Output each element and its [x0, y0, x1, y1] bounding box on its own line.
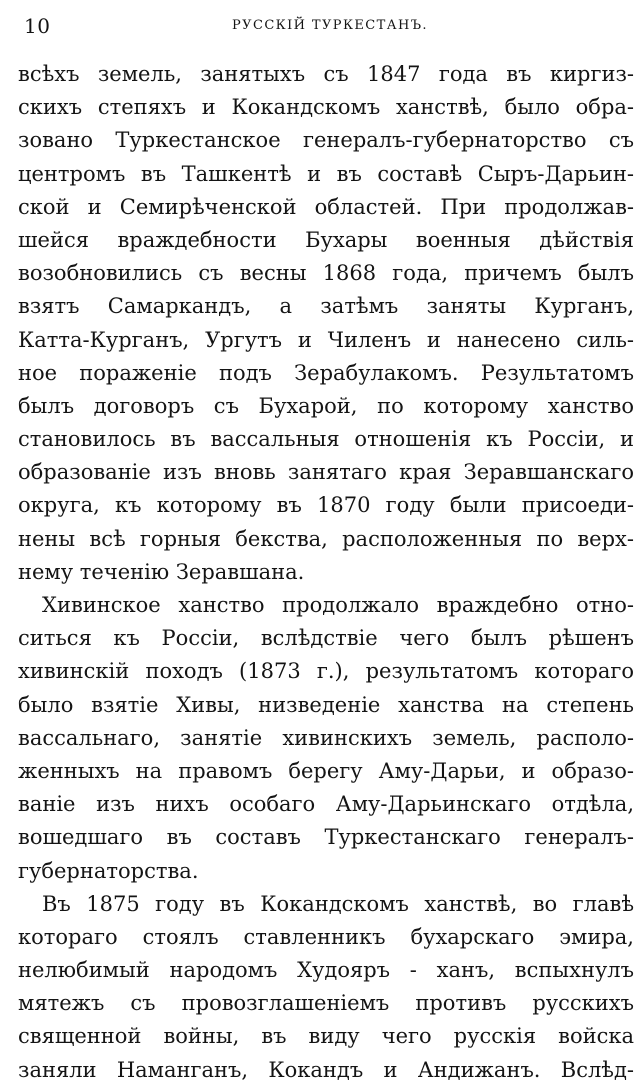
- text-line: губернаторства.: [18, 858, 199, 883]
- text-line: взятъ Самаркандъ, а затѣмъ заняты Курганъ,: [18, 294, 634, 319]
- text-line: былъ договоръ съ Бухарой, по которому ханство: [18, 393, 634, 418]
- text-line: ное пораженіе подъ Зерабулакомъ. Результатомъ: [18, 360, 634, 385]
- text-line: священной войны, въ виду чего русскія войска: [18, 1024, 634, 1049]
- text-line: вошедшаго въ составъ Туркестанскаго генералъ-: [18, 825, 634, 850]
- text-line: хивинскій походъ (1873 г.), результатомъ котораго: [18, 659, 634, 684]
- text-line: нелюбимый народомъ Худояръ - ханъ, вспыхнулъ: [18, 958, 634, 983]
- text-line: котораго стоялъ ставленникъ бухарскаго эмира,: [18, 924, 634, 949]
- text-line: Хивинское ханство продолжало враждебно отно-: [42, 593, 634, 617]
- text-line: ваніе изъ нихъ особаго Аму-Дарьинскаго отдѣла,: [18, 792, 634, 817]
- text-line: заняли Наманганъ, Кокандъ и Андижанъ. Вслѣд-: [18, 1057, 634, 1082]
- text-line: возобновились съ весны 1868 года, причемъ былъ: [18, 261, 634, 286]
- text-line: всѣхъ земель, занятыхъ съ 1847 года въ киргиз-: [18, 62, 634, 86]
- running-head: [0, 0, 644, 46]
- text-line: было взятіе Хивы, низведеніе ханства на степень: [18, 692, 634, 717]
- page-number: 10: [24, 14, 51, 38]
- text-line: ской и Семирѣченской областей. При продолжав-: [18, 194, 634, 219]
- text-line: округа, къ которому въ 1870 году были присоеди-: [18, 493, 634, 518]
- text-line: мятежъ съ провозглашеніемъ противъ русскихъ: [18, 991, 634, 1016]
- text-line: шейся враждебности Бухары военныя дѣйствія: [18, 227, 634, 252]
- text-line: образованіе изъ вновь занятаго края Зеравшанскаго: [18, 460, 634, 485]
- text-line: вассальнаго, занятіе хивинскихъ земель, располо-: [18, 725, 634, 750]
- text-line: нему теченію Зеравшана.: [18, 559, 305, 584]
- text-line: становилось въ вассальныя отношенія къ Россіи, и: [18, 427, 634, 452]
- text-line: Катта-Курганъ, Ургутъ и Чиленъ и нанесено силь-: [18, 327, 634, 352]
- text-line: Въ 1875 году въ Кокандскомъ ханствѣ, во главѣ: [42, 891, 634, 916]
- text-line: женныхъ на правомъ берегу Аму-Дарьи, и образо-: [18, 758, 634, 783]
- text-line: центромъ въ Ташкентѣ и въ составѣ Сыръ-Дарьин-: [18, 161, 634, 186]
- text-line: скихъ степяхъ и Кокандскомъ ханствѣ, было обра-: [18, 95, 634, 120]
- text-line: нены всѣ горныя бекства, расположенныя по верх-: [18, 526, 634, 551]
- text-line: зовано Туркестанское генералъ-губернаторство съ: [18, 128, 634, 153]
- running-title: РУССКІЙ ТУРКЕСТАНЪ.: [232, 18, 428, 33]
- body-text: [18, 58, 634, 1087]
- text-line: ситься къ Россіи, вслѣдствіе чего былъ рѣшенъ: [18, 626, 634, 651]
